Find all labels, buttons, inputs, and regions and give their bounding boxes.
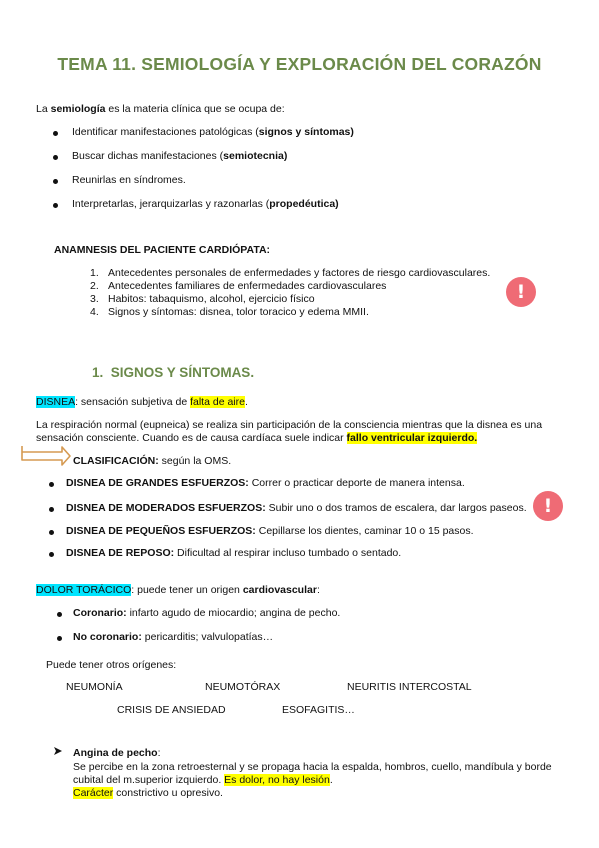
list-item: DISNEA DE GRANDES ESFUERZOS: Correr o practicar deporte de manera intensa. [66,477,465,489]
origin-item: NEUMONÍA [66,681,123,693]
list-item: Interpretarlas, jerarquizarlas y razonarlas (propedéutica) [72,198,339,210]
bullet-icon [53,203,58,208]
bullet-icon [49,482,54,487]
list-item: Signos y síntomas: disnea, tolor toracico y edema MMII. [108,306,369,318]
angina-heading: Angina de pecho: [73,747,161,759]
origin-item: ESOFAGITIS… [282,704,355,716]
bullet-icon [49,507,54,512]
list-item-number: 4. [90,306,99,318]
highlight-text: fallo ventricular izquierdo. [346,432,478,444]
list-item: Reunirlas en síndromes. [72,174,186,186]
anamnesis-heading: ANAMNESIS DEL PACIENTE CARDIÓPATA: [54,244,271,256]
arrow-bullet-icon [53,746,63,759]
origin-item: NEURITIS INTERCOSTAL [347,681,472,693]
highlight-text: falta de aire [190,396,245,408]
bullet-icon [57,612,62,617]
origin-item: NEUMOTÓRAX [205,681,281,693]
angina-line1: Se percibe en la zona retroesternal y se propaga hacia la espalda, hombros, cuello, mandíbula y borde [73,761,552,773]
angina-line2: cubital del m.superior izquierdo. Es dolor, no hay lesión. [73,774,333,786]
list-item: Antecedentes familiares de enfermedades cardiovasculares [108,280,387,292]
list-item: Coronario: infarto agudo de miocardio; angina de pecho. [73,607,341,619]
intro-term: semiología [50,103,106,115]
list-item: Antecedentes personales de enfermedades y factores de riesgo cardiovasculares. [108,267,491,279]
highlight-text: Carácter [73,787,114,799]
bullet-icon [49,552,54,557]
highlight-text: Es dolor, no hay lesión [224,774,330,786]
bullet-icon [49,530,54,535]
intro-paragraph [36,103,285,115]
list-item: Habitos: tabaquismo, alcohol, ejercicio físico [108,293,315,305]
warning-icon: ! [506,277,536,307]
list-item-number: 2. [90,280,99,292]
page-title: TEMA 11. SEMIOLOGÍA Y EXPLORACIÓN DEL CORAZÓN [57,54,542,74]
intro-prefix: La [36,103,51,115]
list-item: DISNEA DE PEQUEÑOS ESFUERZOS: Cepillarse los dientes, caminar 10 o 15 pasos. [66,525,474,537]
list-item: Identificar manifestaciones patológicas (signos y síntomas) [72,126,354,138]
bullet-icon [53,131,58,136]
dolor-definition: DOLOR TORÁCICO: puede tener un origen cardiovascular: [36,584,320,596]
angina-line3: Carácter constrictivo u opresivo. [73,787,223,799]
list-item-number: 1. [90,267,99,279]
list-item: Buscar dichas manifestaciones (semiotecnia) [72,150,288,162]
bullet-icon [53,179,58,184]
dolor-label: DOLOR TORÁCICO [36,584,132,596]
arrow-right-icon [20,444,72,468]
origin-item: CRISIS DE ANSIEDAD [117,704,226,716]
respiracion-line2: sensación consciente. Cuando es de causa cardíaca suele indicar fallo ventricular izquierdo. [36,432,478,444]
bullet-icon [53,155,58,160]
section-heading: 1. SIGNOS Y SÍNTOMAS. [92,365,255,380]
list-item: DISNEA DE MODERADOS ESFUERZOS: Subir uno o dos tramos de escalera, dar largos paseos. [66,502,527,514]
intro-rest: es la materia clínica que se ocupa de: [105,103,285,115]
clasificacion-line: CLASIFICACIÓN: según la OMS. [73,455,232,467]
warning-icon: ! [533,491,563,521]
disnea-definition: DISNEA: sensación subjetiva de falta de aire. [36,396,248,408]
list-item: DISNEA DE REPOSO: Dificultad al respirar incluso tumbado o sentado. [66,547,402,559]
otros-heading: Puede tener otros orígenes: [46,659,177,671]
respiracion-line1: La respiración normal (eupneica) se realiza sin participación de la consciencia mientras que la disnea es una [36,419,543,431]
disnea-label: DISNEA [36,396,76,408]
list-item-number: 3. [90,293,99,305]
list-item: No coronario: pericarditis; valvulopatías… [73,631,274,643]
bullet-icon [57,636,62,641]
